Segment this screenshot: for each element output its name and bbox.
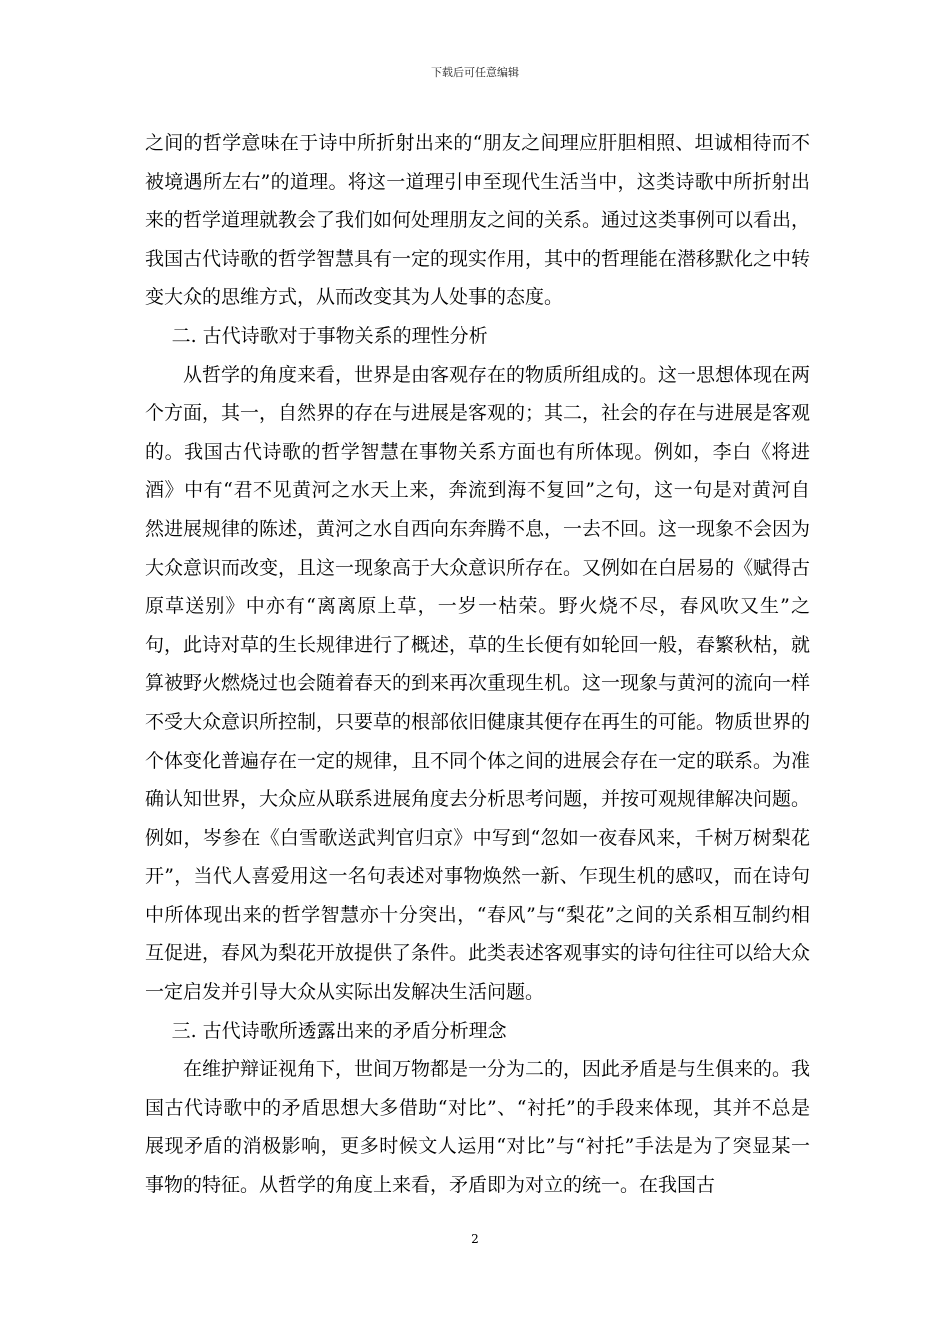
page-number: 2 (471, 1232, 479, 1246)
paragraph-section-2: 从哲学的角度来看，世界是由客观存在的物质所组成的。这一思想体现在两个方面，其一，自然界的存在与进展是客观的；其二，社会的存在与进展是客观的。我国古代诗歌的哲学智慧在事物关系方面也有所体现。例如，李白《将进酒》中有“君不见黄河之水天上来，奔流到海不复回”之句，这一句是对黄河自然进展规律的陈述，黄河之水自西向东奔腾不息，一去不回。这一现象不会因为大众意识而改变，且这一现象高于大众意识所存在。又例如在白居易的《赋得古原草送别》中亦有“离离原上草，一岁一枯荣。野火烧不尽，春风吹又生”之句，此诗对草的生长规律进行了概述，草的生长便有如轮回一般，春繁秋枯，就算被野火燃烧过也会随着春天的到来再次重现生机。这一现象与黄河的流向一样不受大众意识所控制，只要草的根部依旧健康其便存在再生的可能。物质世界的个体变化普遍存在一定的规律，且不同个体之间的进展会存在一定的联系。为准确认知世界，大众应从联系进展角度去分析思考问题，并按可观规律解决问题。例如，岑参在《白雪歌送武判官归京》中写到“忽如一夜春风来，千树万树梨花开”，当代人喜爱用这一名句表述对事物焕然一新、乍现生机的感叹，而在诗句中所体现出来的哲学智慧亦十分突出，“春风”与“梨花”之间的关系相互制约相互促进，春风为梨花开放提供了条件。此类表述客观事实的诗句往往可以给大众一定启发并引导大众从实际出发解决生活问题。 (145, 363, 811, 1004)
paragraph-section-3: 在维护辩证视角下，世间万物都是一分为二的，因此矛盾是与生俱来的。我国古代诗歌中的矛盾思想大多借助“对比”、“衬托”的手段来体现，其并不总是展现矛盾的消极影响，更多时候文人运用“对比”与“衬托”手法是为了突显某一事物的特征。从哲学的角度上来看，矛盾即为对立的统一。在我国古 (145, 1058, 811, 1197)
paragraph-continuation: 之间的哲学意味在于诗中所折射出来的“朋友之间理应肝胆相照、坦诚相待而不被境遇所左右”的道理。将这一道理引申至现代生活当中，这类诗歌中所折射出来的哲学道理就教会了我们如何处理朋友之间的关系。通过这类事例可以看出，我国古代诗歌的哲学智慧具有一定的现实作用，其中的哲理能在潜移默化之中转变大众的思维方式，从而改变其为人处事的态度。 (145, 132, 811, 309)
page-header: 下载后可任意编辑 (431, 66, 519, 79)
section-heading-2: 二. 古代诗歌对于事物关系的理性分析 (171, 324, 488, 347)
section-heading-3: 三. 古代诗歌所透露出来的矛盾分析理念 (171, 1019, 507, 1042)
body-text (145, 124, 810, 1205)
